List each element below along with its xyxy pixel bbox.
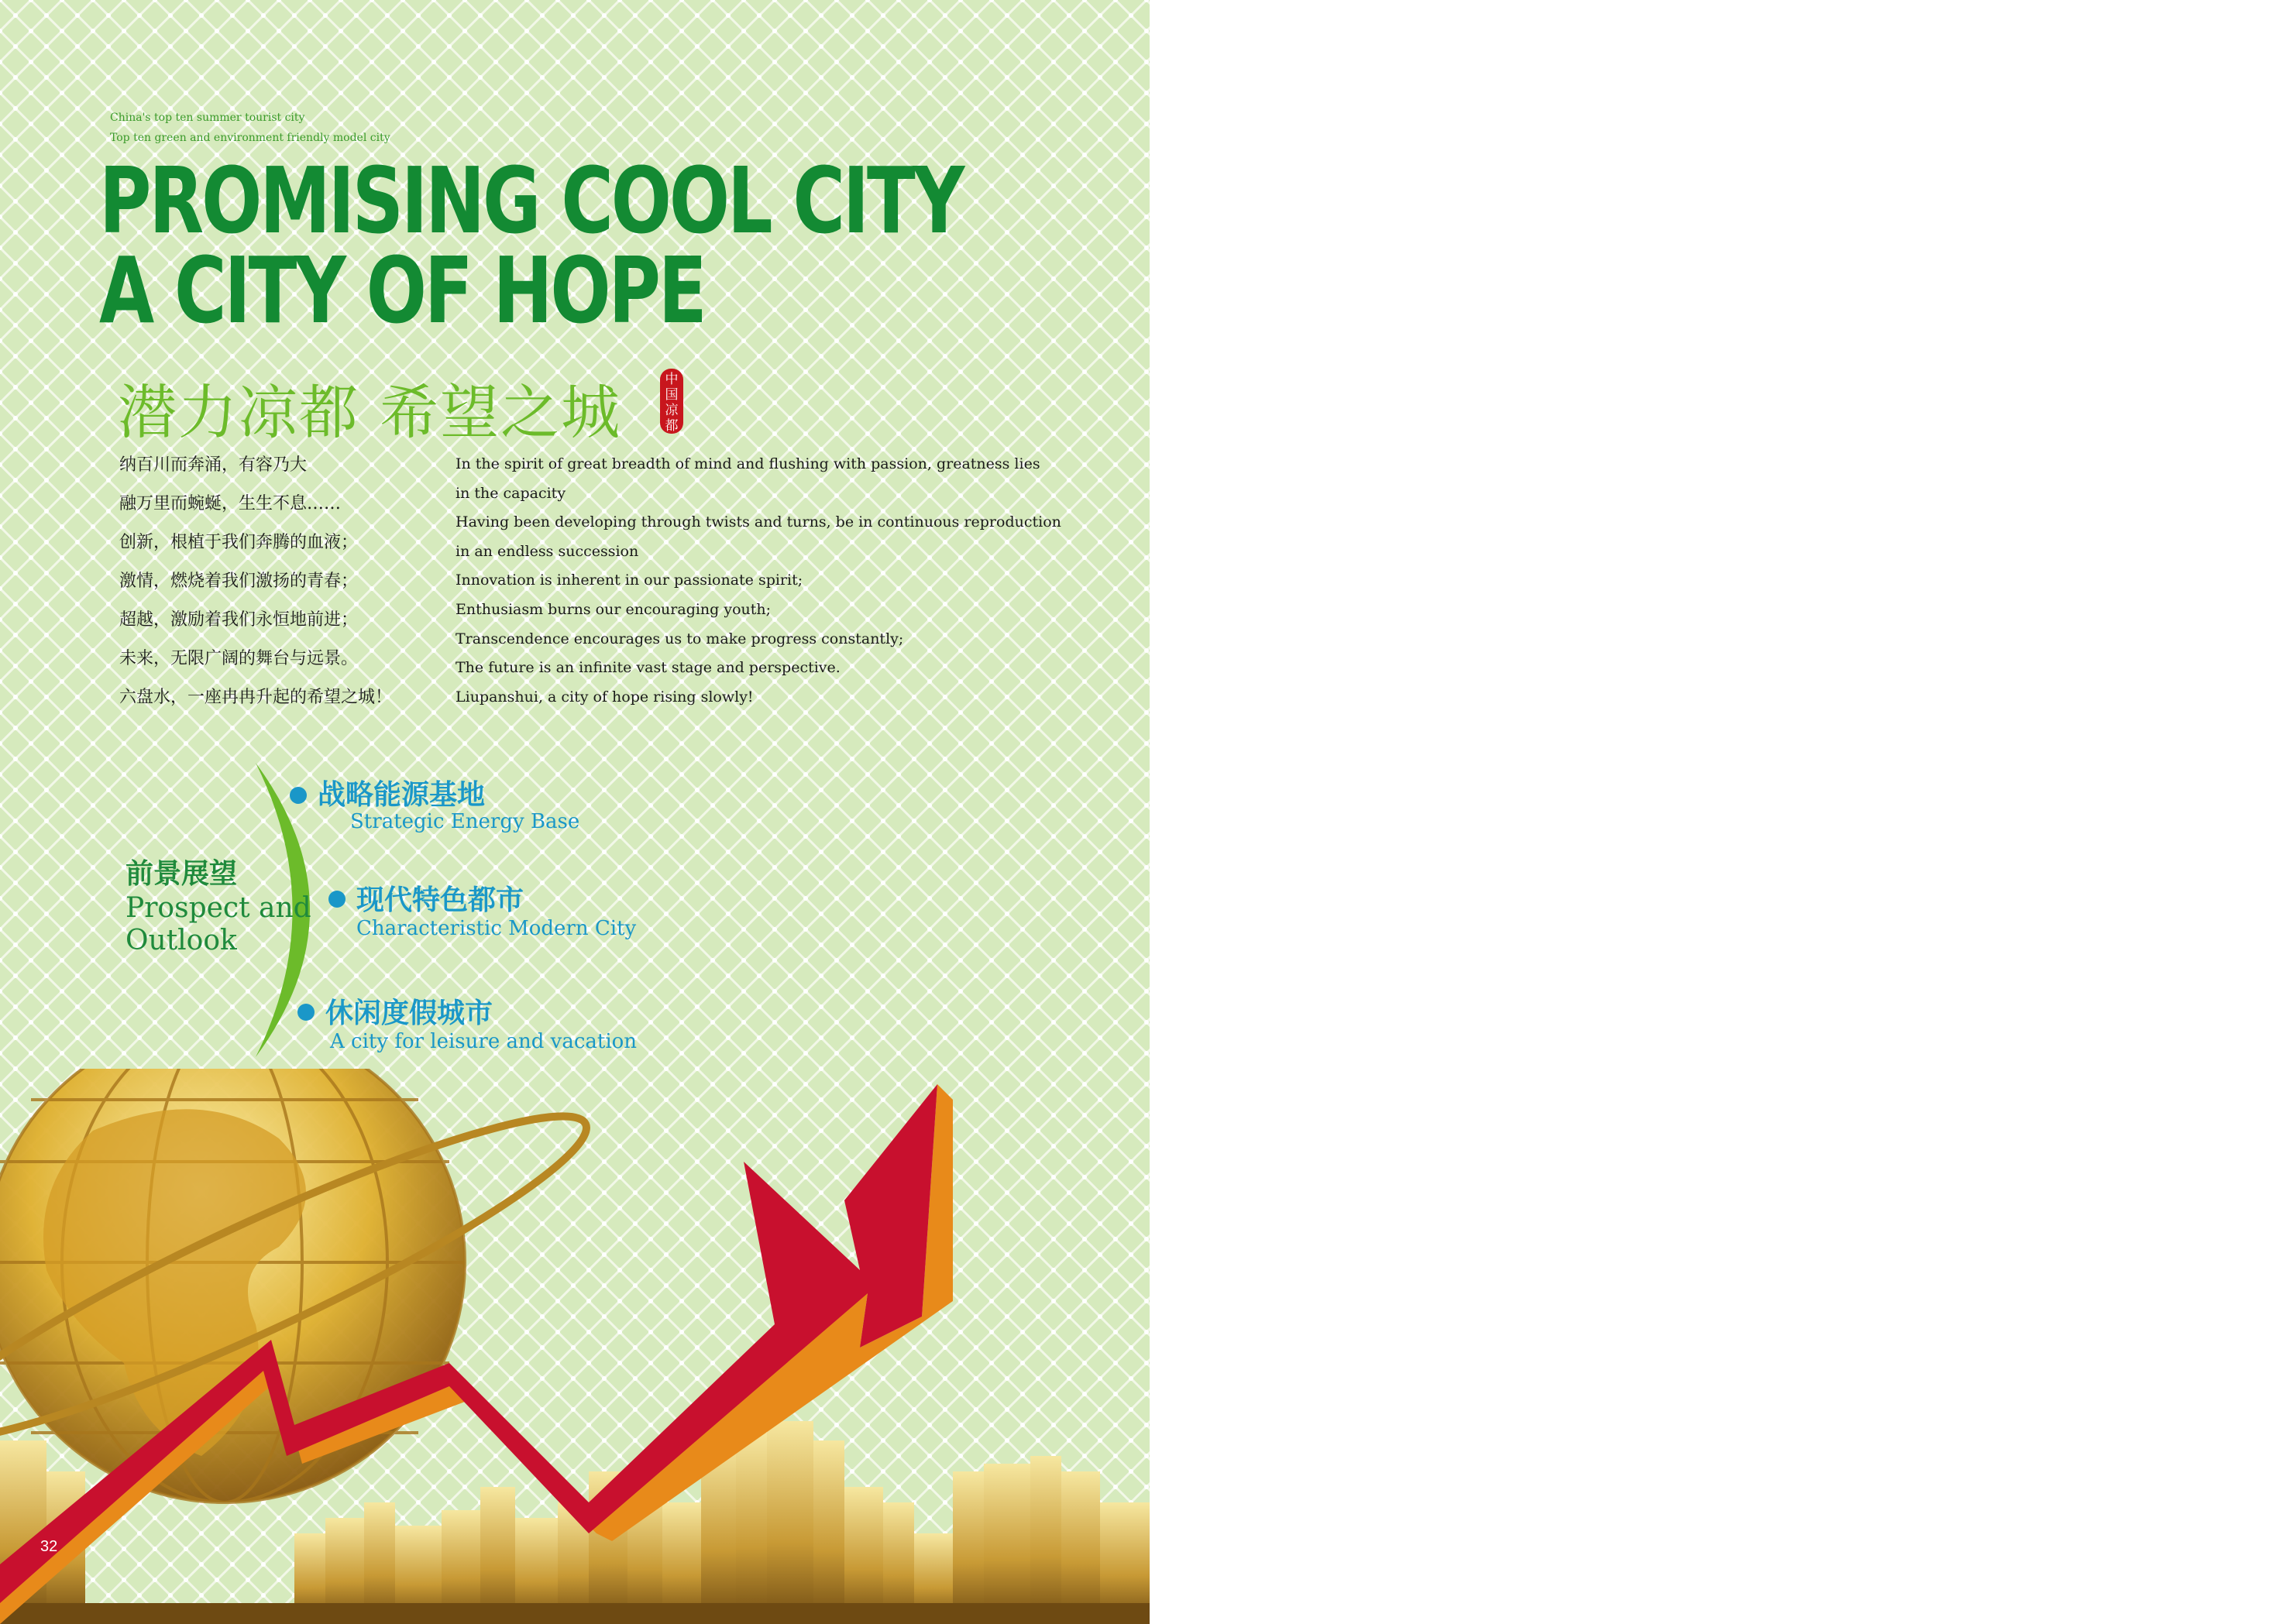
chinese-poem (119, 454, 392, 725)
page-number: 32 (40, 1538, 58, 1555)
outlook-item-cn: 战略能源基地 (318, 778, 486, 811)
english-poem-line: in the capacity (456, 484, 566, 502)
english-poem-line: In the spirit of great breadth of mind and flushing with passion, greatness lies (456, 455, 1040, 472)
outlook-item-cn: 现代特色都市 (356, 884, 524, 916)
english-poem-line: Enthusiasm burns our encouraging youth; (456, 600, 772, 618)
chinese-poem-line: 六盘水，一座冉冉升起的希望之城！ (119, 688, 393, 707)
seal-text: 中国凉都 (665, 372, 679, 434)
outlook-item-en: Characteristic Modern City (356, 917, 637, 940)
chinese-poem-line: 纳百川而奔涌，有容乃大 (119, 455, 308, 475)
english-poem-line: in an endless succession (456, 542, 639, 560)
growth-illustration (0, 1069, 1150, 1624)
english-poem-line: Having been developing through twists and turns, be in continuous reproduction (456, 513, 1061, 531)
chinese-poem-line: 创新，根植于我们奔腾的血液； (119, 533, 359, 552)
chinese-poem-line: 激情，燃烧着我们激扬的青春； (119, 572, 359, 591)
headline-line-2: A CITY OF HOPE (99, 237, 705, 344)
english-poem-line: The future is an infinite vast stage and perspective. (456, 659, 841, 677)
outlook-item-cn: 休闲度假城市 (325, 997, 493, 1029)
tagline-1: China's top ten summer tourist city (110, 112, 305, 124)
tagline-2: Top ten green and environment friendly model city (110, 132, 390, 144)
outlook-title-en: Prospect and Outlook (125, 892, 311, 956)
outlook-title-cn: 前景展望 (125, 857, 238, 890)
headline-line-1: PROMISING COOL CITY (99, 147, 963, 254)
bullet-dot (328, 891, 346, 908)
chinese-poem-line: 超越，激励着我们永恒地前进； (119, 610, 359, 630)
bullet-dot (290, 787, 307, 804)
english-poem-line: Transcendence encourages us to make progress constantly; (456, 630, 904, 647)
english-poem-line: Liupanshui, a city of hope rising slowly! (456, 688, 754, 706)
english-poem (456, 454, 1061, 716)
bullet-dot (297, 1004, 315, 1021)
english-poem-line: Innovation is inherent in our passionate spirit; (456, 572, 803, 589)
chinese-poem-line: 未来，无限广阔的舞台与远景。 (119, 649, 359, 668)
chinese-title: 潜力凉都 希望之城 (118, 378, 622, 447)
outlook-item-en: A city for leisure and vacation (330, 1030, 638, 1053)
outlook-item-en: Strategic Energy Base (350, 810, 580, 833)
china-cool-city-seal (660, 369, 683, 434)
chinese-poem-line: 融万里而蜿蜒，生生不息…… (119, 494, 342, 513)
